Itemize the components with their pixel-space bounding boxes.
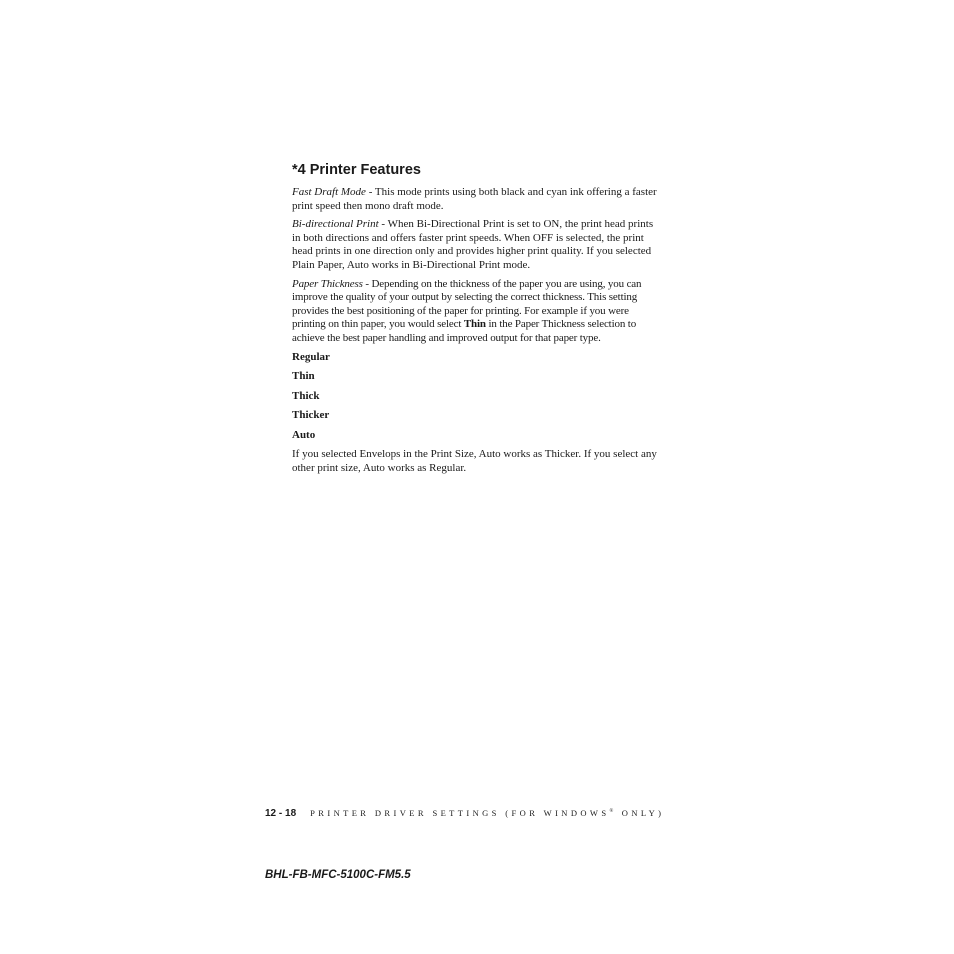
paper-thickness-text-after: in the Paper Thickness selection to achieve the best paper handling and improved output for that paper type. (292, 318, 637, 344)
running-head-text: PRINTER DRIVER SETTINGS (FOR WINDOWS (310, 808, 610, 818)
auto-note-paragraph: If you selected Envelops in the Print Size, Auto works as Thicker. If you select any other print size, Auto works as Regular. (292, 448, 657, 474)
running-head (310, 808, 664, 818)
bidirectional-paragraph (292, 218, 664, 272)
fast-draft-term: Fast Draft Mode (292, 186, 366, 198)
fast-draft-text: - This mode prints using both black and cyan ink offering a faster print speed then mono draft mode. (292, 186, 657, 212)
page-number: 12 - 18 (265, 808, 297, 819)
registered-mark: ® (609, 809, 614, 815)
option-thicker: Thicker (292, 409, 330, 422)
paper-thickness-paragraph (292, 278, 664, 346)
page-footer (265, 808, 665, 819)
option-thick: Thick (292, 389, 320, 402)
paper-thickness-text-before: - Depending on the thickness of the paper you are using, you can improve the quality of your output by selecting the correct thickness. This setting provides the best positioning of the paper for printing. For example if you were printing on thin paper, you would select (292, 277, 642, 331)
thickness-options-list (292, 351, 664, 442)
bidirectional-text: - When Bi-Directional Print is set to ON, the print head prints in both directions and offers faster print speeds. When OFF is selected, the print head prints in one direction only and provides higher print quality. If you selected Plain Paper, Auto works in Bi-Directional Print mode. (292, 218, 654, 271)
bidirectional-term: Bi-directional Print (292, 218, 379, 231)
option-thin: Thin (292, 370, 315, 383)
option-auto: Auto (292, 428, 316, 441)
paper-thickness-bold-word: Thin (463, 318, 486, 331)
option-regular: Regular (292, 350, 330, 363)
running-head-text-end: ONLY) (616, 808, 665, 818)
fast-draft-paragraph (292, 186, 664, 213)
document-id: BHL-FB-MFC-5100C-FM5.5 (265, 869, 411, 881)
main-content (292, 160, 664, 480)
section-title: *4 Printer Features (292, 162, 421, 178)
paper-thickness-term: Paper Thickness (292, 277, 363, 290)
